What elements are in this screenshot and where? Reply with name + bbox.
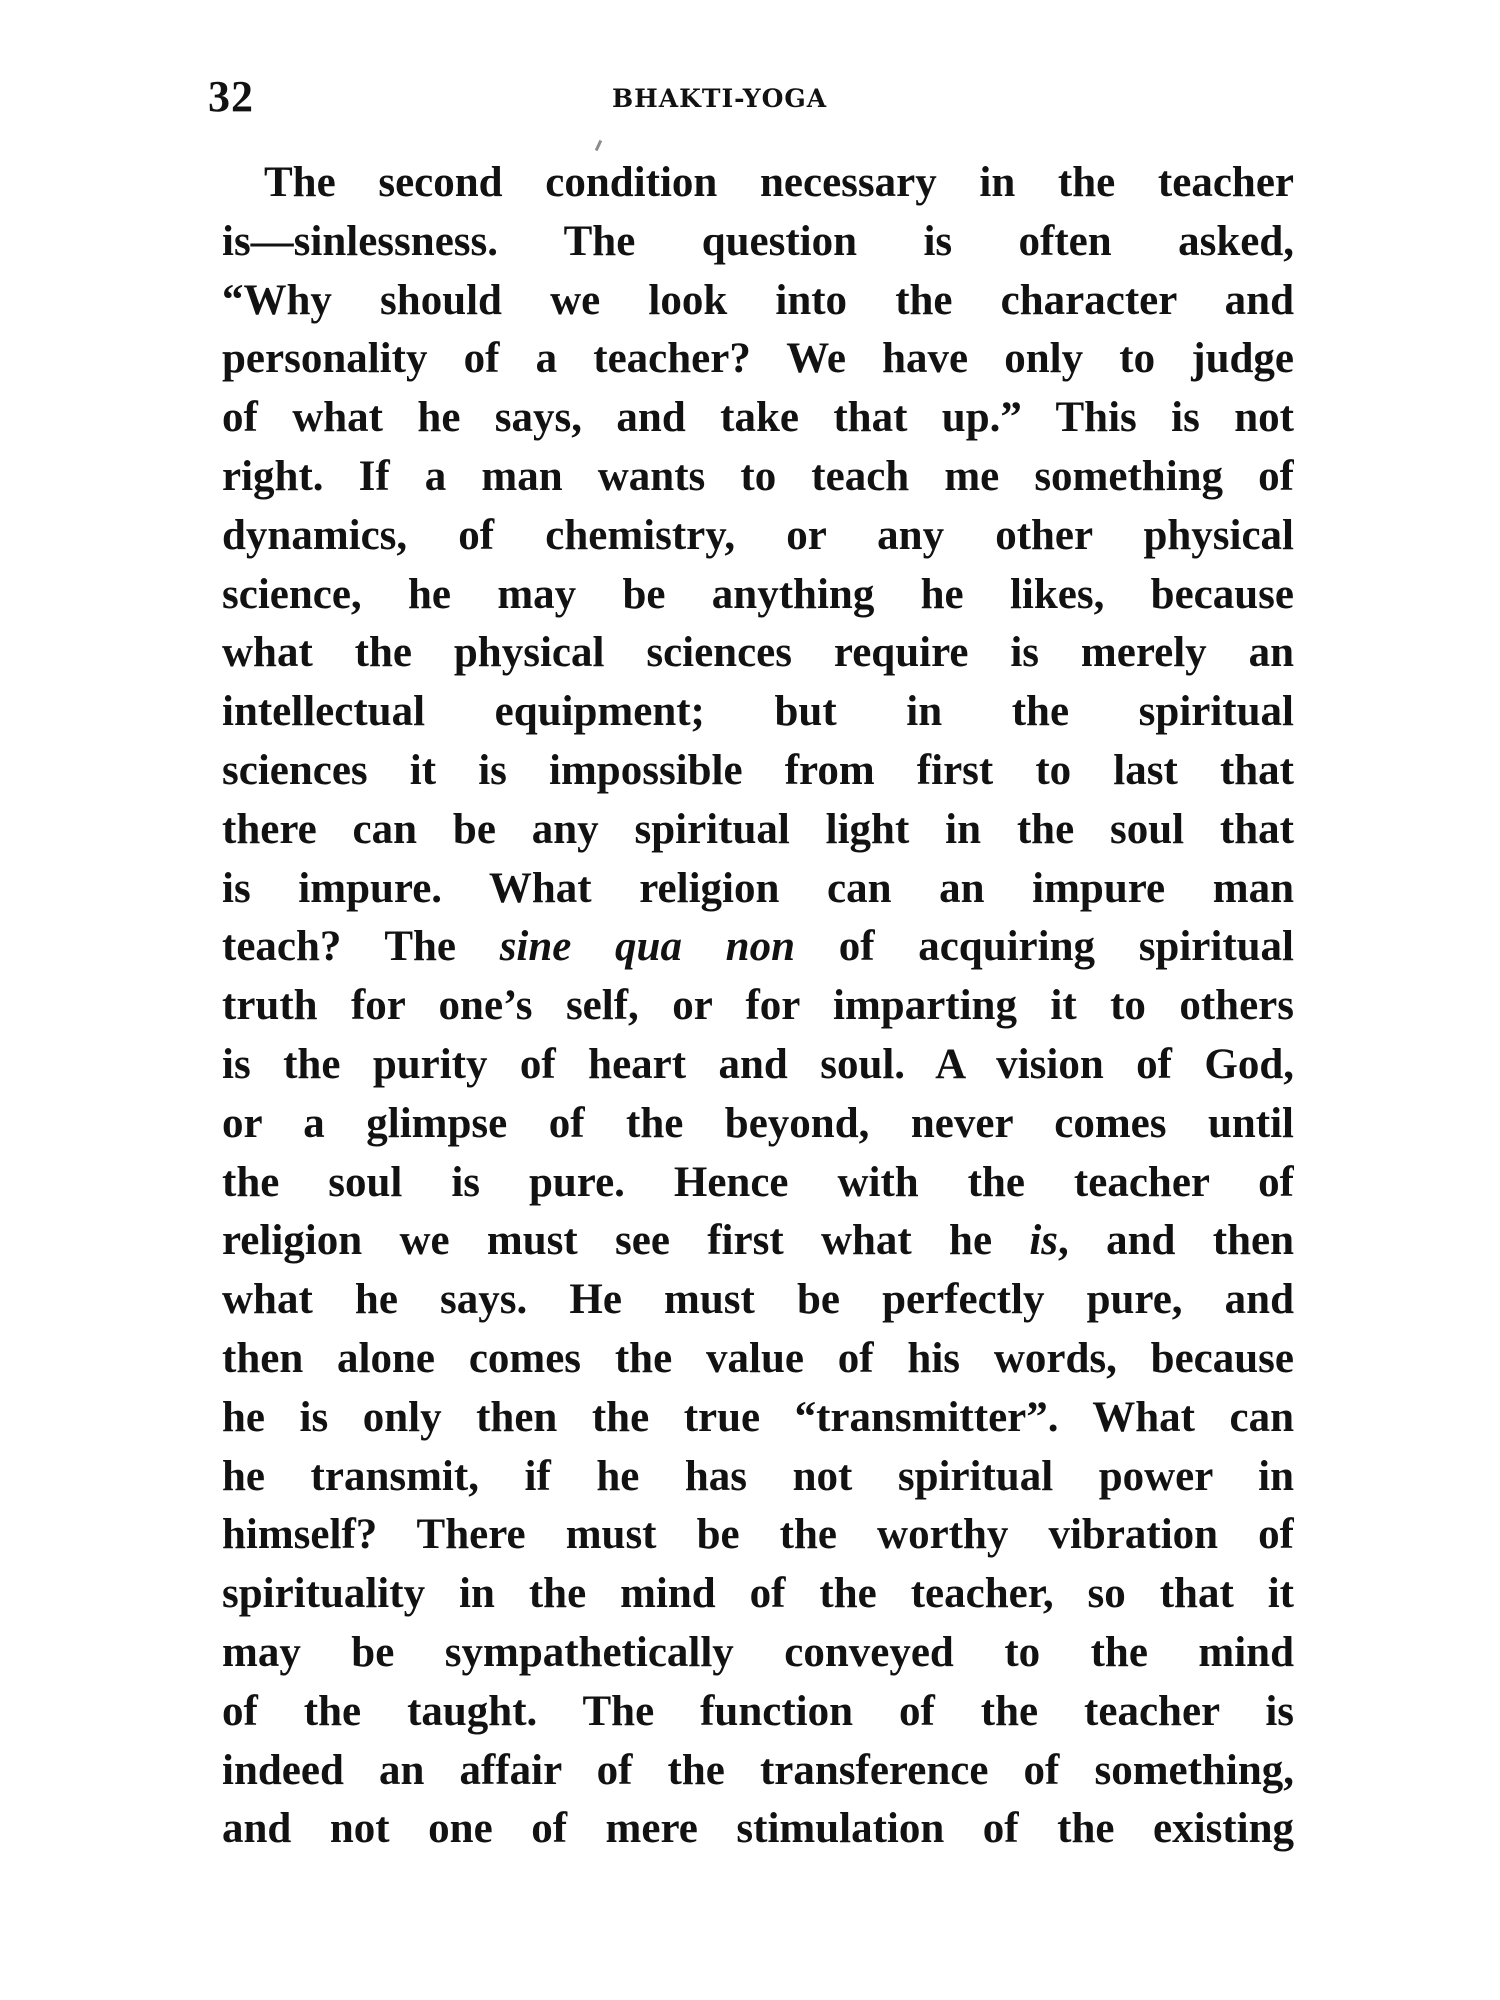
- text-line: science, he may be anything he likes, because: [222, 570, 1294, 618]
- text-line: The second condition necessary in the teacher: [264, 159, 1294, 206]
- text-line: the soul is pure. Hence with the teacher of: [222, 1158, 1294, 1206]
- italic-word: is: [1029, 1217, 1059, 1265]
- text-line: indeed an affair of the transference of something,: [222, 1746, 1294, 1794]
- text-line: sciences it is impossible from first to last that: [222, 746, 1294, 794]
- text-line: of the taught. The function of the teacher is: [222, 1687, 1294, 1735]
- text-run: , and then: [1058, 1217, 1294, 1265]
- text-run: religion we must see first what he: [222, 1217, 1030, 1265]
- running-head: BHAKTI-YOGA: [612, 84, 828, 113]
- text-line: is impure. What religion can an impure man: [222, 864, 1294, 912]
- text-line: spirituality in the mind of the teacher, so that it: [222, 1570, 1294, 1618]
- text-line: is—sinlessness. The question is often asked,: [222, 217, 1294, 265]
- text-line: may be sympathetically conveyed to the mind: [222, 1628, 1294, 1676]
- text-line: what he says. He must be perfectly pure, and: [222, 1276, 1294, 1324]
- text-line: intellectual equipment; but in the spiritual: [222, 688, 1294, 736]
- text-line: then alone comes the value of his words, because: [222, 1334, 1294, 1382]
- text-line: and not one of mere stimulation of the existing: [222, 1805, 1294, 1853]
- page-number: 32: [208, 72, 254, 121]
- text-line: what the physical sciences require is merely an: [222, 629, 1294, 677]
- text-line: himself? There must be the worthy vibration of: [222, 1511, 1294, 1559]
- text-line: “Why should we look into the character and: [222, 276, 1294, 324]
- text-line: [222, 918, 1294, 977]
- text-line: personality of a teacher? We have only to judge: [222, 335, 1294, 383]
- body-paragraph: [222, 154, 1294, 1859]
- print-speck: [595, 140, 602, 151]
- text-run: teach? The: [222, 923, 500, 971]
- text-line: truth for one’s self, or for imparting it to others: [222, 982, 1294, 1030]
- text-line: or a glimpse of the beyond, never comes until: [222, 1099, 1294, 1147]
- text-run: of acquiring spiritual: [795, 923, 1294, 971]
- text-line: he is only then the true “transmitter”. What can: [222, 1393, 1294, 1441]
- italic-phrase: sine qua non: [499, 923, 795, 971]
- text-line: there can be any spiritual light in the soul that: [222, 805, 1294, 853]
- text-line: of what he says, and take that up.” This is not: [222, 394, 1294, 442]
- text-line: he transmit, if he has not spiritual power in: [222, 1452, 1294, 1500]
- text-line: [222, 1212, 1294, 1271]
- text-line: is the purity of heart and soul. A vision of God,: [222, 1040, 1294, 1088]
- text-line: right. If a man wants to teach me something of: [222, 452, 1294, 500]
- text-line: dynamics, of chemistry, or any other physical: [222, 511, 1294, 559]
